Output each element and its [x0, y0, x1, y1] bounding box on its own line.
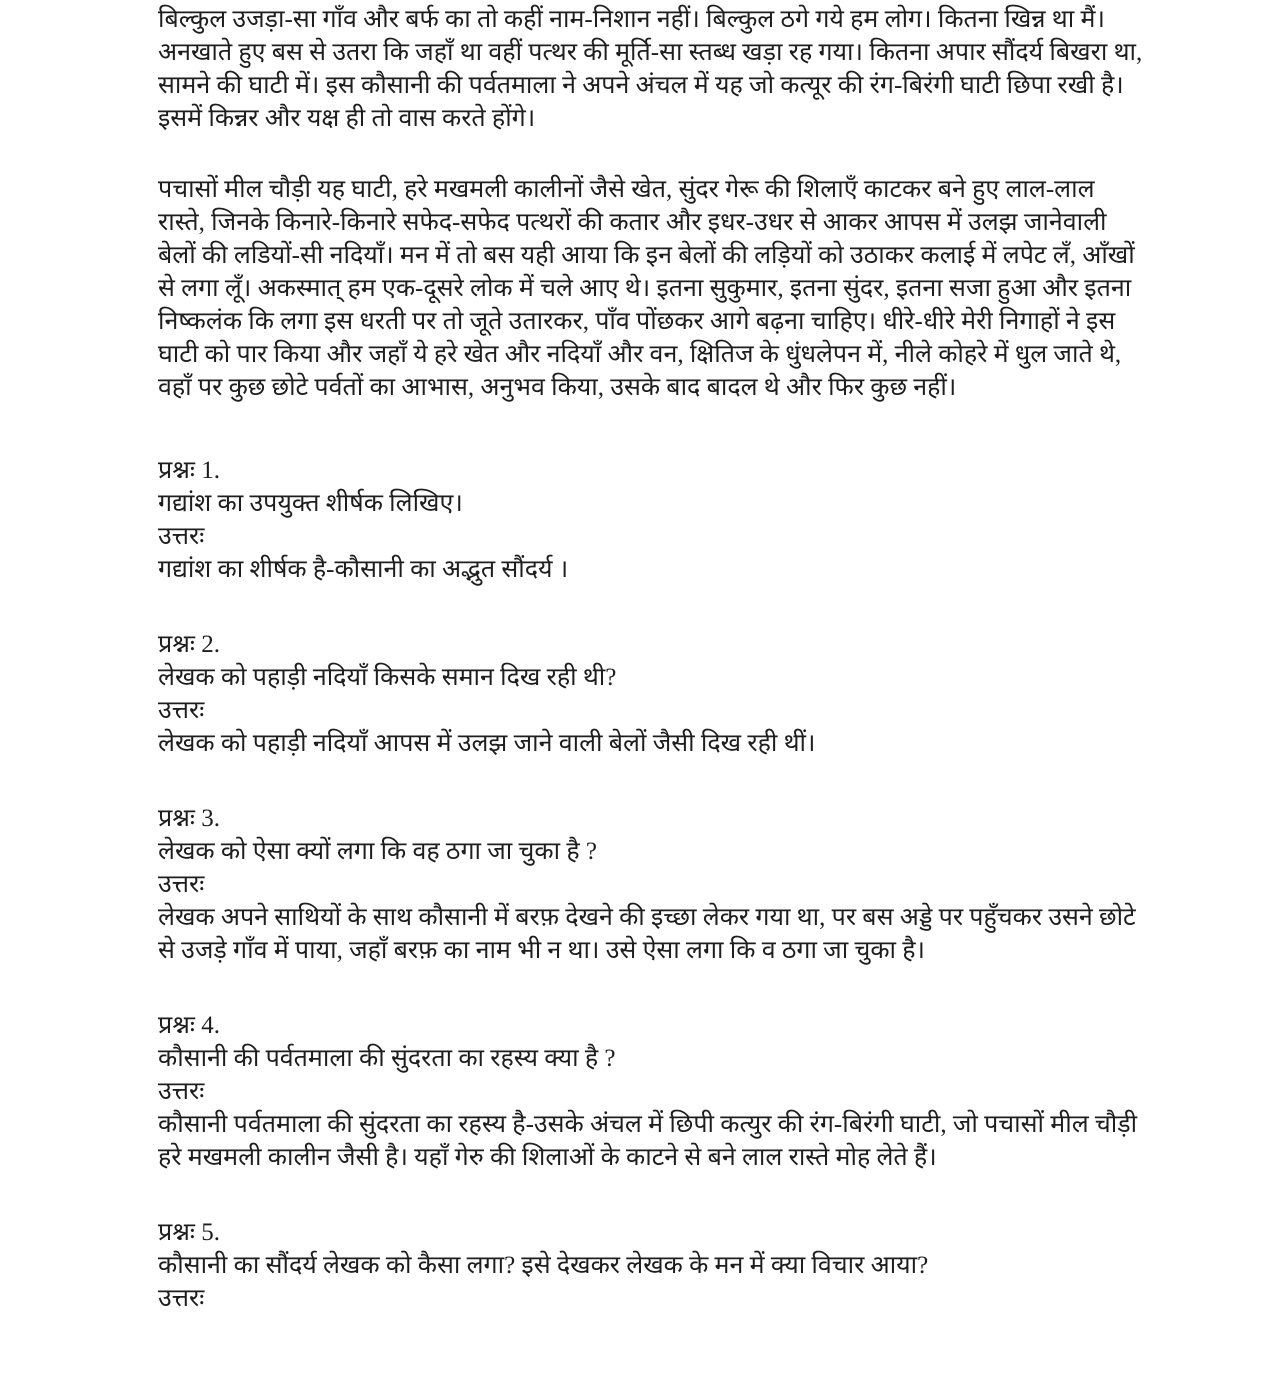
answer-label-4: उत्तरः [158, 1078, 205, 1105]
question-text-3: लेखक को ऐसा क्यों लगा कि वह ठगा जा चुका है ? [158, 838, 597, 865]
qa-block-2 [158, 628, 1145, 760]
question-text-4: कौसानी की पर्वतमाला की सुंदरता का रहस्य क्या है ? [158, 1045, 616, 1072]
question-text-5: कौसानी का सौंदर्य लेखक को कैसा लगा? इसे देखकर लेखक के मन में क्या विचार आया? [158, 1252, 929, 1279]
question-number-5: प्रश्नः 5. [158, 1219, 220, 1246]
question-number-3: प्रश्नः 3. [158, 805, 220, 832]
passage-paragraph-1: बिल्कुल उजड़ा-सा गाँव और बर्फ का तो कहीं नाम-निशान नहीं। बिल्कुल ठगे गये हम लोग। कितना खिन्न था मैं। अनखाते हुए बस से उतरा कि जहाँ था वहीं पत्थर की मूर्ति-सा स्तब्ध खड़ा रह गया। कितना अपार सौंदर्य बिखरा था, सामने की घाटी में। इस कौसानी की पर्वतमाला ने अपने अंचल में यह जो कत्यूर की रंग-बिरंगी घाटी छिपा रखी है। इसमें किन्नर और यक्ष ही तो वास करते होंगे। [158, 6, 1143, 132]
answer-text-3: लेखक अपने साथियों के साथ कौसानी में बरफ़ देखने की इच्छा लेकर गया था, पर बस अड्डे पर पहुँचकर उसने छोटे से उजड़े गाँव में पाया, जहाँ बरफ़ का नाम भी न था। उसे ऐसा लगा कि व ठगा जा चुका है। [158, 904, 1136, 964]
answer-text-2: लेखक को पहाड़ी नदियाँ आपस में उलझ जाने वाली बेलों जैसी दिख रही थीं। [158, 730, 816, 757]
qa-block-3 [158, 802, 1145, 967]
passage-paragraph-2: पचासों मील चौड़ी यह घाटी, हरे मखमली कालीनों जैसे खेत, सुंदर गेरू की शिलाएँ काटकर बने हुए लाल-लाल रास्ते, जिनके किनारे-किनारे सफेद-सफेद पत्थरों की कतार और इधर-उधर से आकर आपस में उलझ जानेवाली बेलों की लडियों-सी नदियाँ। मन में तो बस यही आया कि इन बेलों की लड़ियों को उठाकर कलाई में लपेट लँ, आँखों से लगा लूँ। अकस्मात् हम एक-दूसरे लोक में चले आए थे। इतना सुकुमार, इतना सुंदर, इतना सजा हुआ और इतना निष्कलंक कि लगा इस धरती पर तो जूते उतारकर, पाँव पोंछकर आगे बढ़ना चाहिए। धीरे-धीरे मेरी निगाहों ने इस घाटी को पार किया और जहाँ ये हरे खेत और नदियाँ और वन, क्षितिज के धुंधलेपन में, नीले कोहरे में धुल जाते थे, वहाँ पर कुछ छोटे पर्वतों का आभास, अनुभव किया, उसके बाद बादल थे और फिर कुछ नहीं। [158, 176, 1135, 401]
qa-block-4 [158, 1009, 1145, 1174]
question-number-1: प्रश्नः 1. [158, 457, 220, 484]
answer-label-5: उत्तरः [158, 1285, 205, 1312]
qa-block-5 [158, 1216, 1145, 1315]
question-number-2: प्रश्नः 2. [158, 631, 220, 658]
question-text-1: गद्यांश का उपयुक्त शीर्षक लिखिए। [158, 490, 463, 517]
answer-text-1: गद्यांश का शीर्षक है-कौसानी का अद्भुत सौंदर्य । [158, 556, 569, 583]
answer-label-1: उत्तरः [158, 523, 205, 550]
answer-text-4: कौसानी पर्वतमाला की सुंदरता का रहस्य है-उसके अंचल में छिपी कत्युर की रंग-बिरंगी घाटी, जो पचासों मील चौड़ी हरे मखमली कालीन जैसी है। यहाँ गेरु की शिलाओं के काटने से बने लाल रास्ते मोह लेते हैं। [158, 1111, 1138, 1171]
qa-block-1 [158, 454, 1145, 586]
answer-label-3: उत्तरः [158, 871, 205, 898]
answer-label-2: उत्तरः [158, 697, 205, 724]
question-text-2: लेखक को पहाड़ी नदियाँ किसके समान दिख रही थी? [158, 664, 617, 691]
question-number-4: प्रश्नः 4. [158, 1012, 220, 1039]
